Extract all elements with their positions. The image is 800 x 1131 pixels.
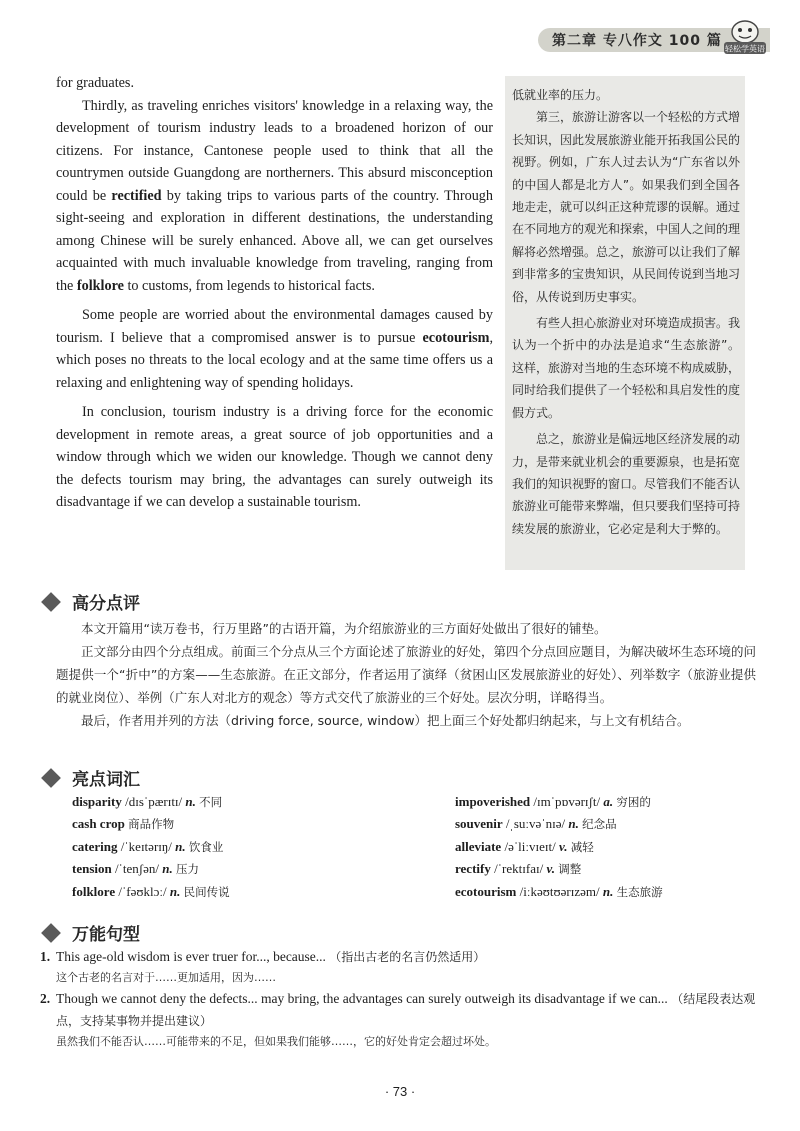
review-body bbox=[56, 617, 756, 732]
vocab-item: impoverished /ɪmˈpɒvərɪʃt/ a. 穷困的 bbox=[455, 794, 651, 809]
page-number: · 73 · bbox=[384, 1084, 416, 1099]
review-title: 高分点评 bbox=[72, 594, 140, 614]
vocab-highlight: folklore bbox=[76, 277, 124, 294]
vocab-item: alleviate /əˈliːvɪeɪt/ v. 减轻 bbox=[455, 838, 594, 854]
cartoon-logo-icon bbox=[722, 18, 768, 56]
sentence-item: 2. Though we cannot deny the defects... may bring, the advantages can surely outweigh its disadvantage if we can... （结尾段表达观点，支持某事物并提出建议） 虽然我们不能否认……可能带来的不足，但如果我们能够……，它的好处肯定会超过坏处。 bbox=[40, 988, 760, 1052]
vocab-item: ecotourism /iːkəʊtʊərɪzəm/ n. 生态旅游 bbox=[455, 883, 663, 899]
translation-paragraph: 第三，旅游让游客以一个轻松的方式增长知识，因此发展旅游业能开拓我国公民的视野。例如，广东人过去认为“广东省以外的中国人都是北方人”。如果我们到全国各地走走，就可以纠正这种荒谬的误解。通过在不同地方的观光和探索，中国人之间的理解将必然增强。总之，旅游可以让我们了解到非常多的宝贵知识，从民间传说到当地习俗，从传说到历史事实。 bbox=[512, 110, 741, 304]
vocab-heading bbox=[40, 765, 140, 790]
essay-chinese bbox=[512, 84, 740, 540]
essay-english bbox=[56, 72, 493, 514]
essay-paragraph: Some people are worried about the environmental damages caused by tourism. I believe that a compromised answer is to pursue ecotourism, which poses no threats to the local ecology and at the same time offers us a relaxing and enlightening way of spending holidays. bbox=[56, 307, 493, 391]
review-heading bbox=[40, 589, 140, 614]
review-paragraph: 最后，作者用并列的方法（driving force, source, window）把上面三个好处都归纳起来，与上文有机结合。 bbox=[81, 713, 690, 728]
vocab-list-left bbox=[72, 791, 230, 903]
vocab-item: tension /ˈtenʃən/ n. 压力 bbox=[72, 861, 200, 877]
sentence-title: 万能句型 bbox=[72, 925, 140, 945]
vocab-item: folklore /ˈfəʊklɔː/ n. 民间传说 bbox=[72, 883, 230, 899]
sentence-translation: 虽然我们不能否认……可能带来的不足，但如果我们能够……，它的好处肯定会超过坏处。 bbox=[56, 1035, 496, 1048]
vocab-highlight: rectified bbox=[111, 187, 162, 204]
diamond-bullet-icon bbox=[41, 768, 61, 788]
essay-line: for graduates. bbox=[56, 75, 134, 91]
diamond-bullet-icon bbox=[41, 923, 61, 943]
vocab-list-right bbox=[455, 791, 663, 903]
vocab-item: catering /ˈkeɪtərɪŋ/ n. 饮食业 bbox=[72, 838, 224, 854]
vocab-item: rectify /ˈrektɪfaɪ/ v. 调整 bbox=[455, 861, 582, 877]
sentence-item: 1. This age-old wisdom is ever truer for..., because... （指出古老的名言仍然适用） 这个古老的名言对于……更加适用，因为…… bbox=[40, 946, 760, 988]
logo-text: 轻松学英语 bbox=[725, 44, 765, 54]
review-paragraph: 本文开篇用“读万卷书，行万里路”的古语开篇，为介绍旅游业的三方面好处做出了很好的铺垫。 bbox=[81, 621, 607, 636]
diamond-bullet-icon bbox=[41, 592, 61, 612]
sentence-translation: 这个古老的名言对于……更加适用，因为…… bbox=[56, 971, 276, 984]
vocab-highlight: ecotourism bbox=[422, 329, 490, 346]
essay-paragraph: In conclusion, tourism industry is a driving force for the economic development in remote areas, a great source of job opportunities and a window through which we widen our knowledge. Though we cannot deny the defects tourism may bring, the advantages can surely outweigh its disadvantage if we can develop a sustainable tourism. bbox=[56, 404, 493, 510]
translation-line: 低就业率的压力。 bbox=[512, 88, 609, 102]
translation-paragraph: 总之，旅游业是偏远地区经济发展的动力，是带来就业机会的重要源泉，也是拓宽我们的知识视野的窗口。尽管我们不能否认旅游业可能带来弊端，但只要我们坚持可持续发展的旅游业，它必定是利大于弊的。 bbox=[512, 432, 741, 536]
review-paragraph: 正文部分由四个分点组成。前面三个分点从三个方面论述了旅游业的好处，第四个分点回应题目，为解决破坏生态环境的问题提供一个“折中”的方案——生态旅游。在正文部分，作者运用了演绎（贫困山区发展旅游业的好处）、列举数字（旅游业提供的就业岗位）、举例（广东人对北方的观念）等方式交代了旅游业的三个好处。层次分明，详略得当。 bbox=[56, 644, 757, 705]
vocab-item: souvenir /ˌsuːvəˈnɪə/ n. 纪念品 bbox=[455, 816, 617, 832]
chapter-header-title: 第二章 专八作文 100 篇 bbox=[552, 33, 722, 49]
essay-paragraph: Thirdly, as traveling enriches visitors' knowledge in a relaxing way, the development of tourism industry leads to a broadened horizon of our citizens. For instance, Cantonese people used to think that all the countrymen outside Guangdong are northerners. This absurd misconception could be rectified by taking trips to various parts of the country. Through sight-seeing and exploration in different destinations, the understanding among Chinese will be surely enhanced. Above all, we can get ourselves acquainted with much invaluable knowledge from traveling, ranging from the folklore to customs, from legends to historical facts. bbox=[56, 97, 493, 294]
vocab-item: disparity /dɪsˈpærɪtɪ/ n. 不同 bbox=[72, 794, 223, 809]
vocab-item: cash crop 商品作物 bbox=[72, 816, 175, 832]
sentence-heading bbox=[40, 920, 140, 945]
translation-paragraph: 有些人担心旅游业对环境造成损害。我认为一个折中的办法是追求“生态旅游”。这样，旅游对当地的生态环境不构成威胁，同时给我们提供了一个轻松和具启发性的度假方式。 bbox=[512, 316, 741, 420]
vocab-title: 亮点词汇 bbox=[72, 770, 140, 790]
